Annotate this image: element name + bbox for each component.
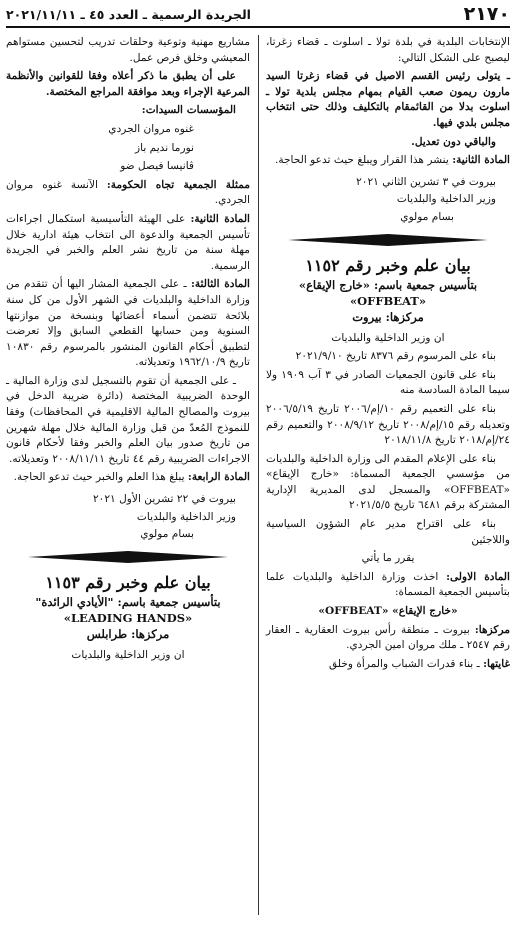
article-text: ينشر هذا القرار ويبلغ حيث تدعو الحاجة. [274, 154, 453, 167]
article-two [6, 212, 250, 274]
founder-name: غنوه مروان الجردي [108, 122, 194, 135]
founder-name: ڤانيسا فيصل ضو [120, 160, 194, 173]
article-text: ـ على الجمعية المشار اليها أن تتقدم من وزارة الداخلية والبلديات في الشهر الأول من كل سنة بلائحة تتضمن أسماء أعضائها وبنسخة من موازنتها السنوية ومن حسابها القطعي السابق وإلا تعرضت لتطبيق أحكام القانون المنشور بالمرسوم رقم ١٠٨٣٠ تاريخ ١٩٦٢/١٠/٩ وتعديلاته. [6, 278, 250, 369]
goals [266, 657, 510, 673]
decision-heading: يقرر ما يأتي [361, 552, 415, 565]
divider-ornament [6, 549, 250, 565]
article-one [266, 570, 510, 601]
paragraph: مشاريع مهنية وتوعية وحلقات تدريب لتحسين مستواهم المعيشي وخلق فرص عمل. [6, 36, 250, 64]
representative-label: ممثلة الجمعية تجاه الحكومة: [106, 178, 250, 191]
article-label: المادة الثانية: [452, 154, 510, 167]
representative-text: الآنسة غنوه مروان الجردي. [6, 178, 250, 207]
signature-minister: وزير الداخلية والبلديات [396, 193, 496, 206]
paragraph: بناء على الإعلام المقدم الى وزارة الداخلية والبلديات من مؤسسي الجمعية المسماة: «خارج الإيقاع» «OFFBEAT» والمسجل لدى المديرية الإدارية المشتركة برقم ٦٤٨١ تاريخ ٢٠٢١/٥/٥ [266, 452, 510, 512]
paragraph: بناء على اقتراح مدير عام الشؤون السياسية واللاجئين [266, 518, 510, 546]
paragraph-bold: والباقي دون تعديل. [411, 135, 496, 148]
headquarters-label: مركزها: [474, 623, 510, 636]
notice-title: بيان علم وخبر رقم ١١٥٣ [45, 572, 211, 592]
paragraph: الإنتخابات البلدية في بلدة تولا ـ اسلوت ـ قضاء زغرتا، ليصبح على الشكل التالي: [266, 36, 510, 64]
notice-title: بيان علم وخبر رقم ١١٥٢ [305, 255, 471, 275]
right-column [266, 35, 510, 675]
page-number: ٢١٧٠ [463, 3, 510, 25]
notice-subtitle-latin: «LEADING HANDS» [63, 610, 193, 625]
government-representative [6, 178, 250, 209]
paragraph: ـ على الجمعية أن تقوم بالتسجيل لدى وزارة المالية ـ الوحدة الضريبية المختصة (دائرة ضريبة الدخل في بيروت والمصالح المالية الاقليمية في المحافظات) وفقا للنموذج المُعدّ من قبل وزارة المالية خلال مهلة شهرين من تاريخ صدور بيان العلم والخبر وفقا لأحكام قانون الاجراءات الضريبية رقم ٤٤ تاريخ ٢٠٠٨/١١/١١ وتعديلاته. [6, 374, 250, 465]
paragraph: ان وزير الداخلية والبلديات [331, 331, 445, 344]
left-column [6, 35, 250, 666]
founder-name: نورما نديم باز [135, 141, 194, 154]
paragraph: بناء على قانون الجمعيات الصادر في ٣ آب ١٩٠٩ ولا سيما المادة السادسة منه [266, 368, 510, 397]
notice-headquarters: مركزها: بيروت [352, 309, 424, 324]
article-label: المادة الاولى: [446, 570, 510, 583]
goals-label: غايتها: [483, 657, 510, 670]
notice-headquarters: مركزها: طرابلس [86, 626, 170, 641]
column-divider [258, 35, 259, 915]
article-text: اخذت وزارة الداخلية والبلديات علما بتأسيس الجمعية المسماة: [266, 570, 510, 599]
signature-name: بسام مولوي [140, 528, 194, 541]
article-label: المادة الرابعة: [187, 471, 250, 484]
article-three [6, 277, 250, 371]
paragraph-bold: على أن يطبق ما ذكر أعلاه وفقا للقوانين والأنظمة المرعية الإجراء وبعد موافقة المراجع المختصة. [6, 70, 250, 98]
notice-subtitle: بتأسيس جمعية باسم: «خارج الإيقاع» [298, 277, 478, 292]
headquarters [266, 623, 510, 654]
article-label: المادة الثانية: [190, 212, 250, 225]
paragraph: بناء على المرسوم رقم ٨٣٧٦ تاريخ ٢٠٢١/٩/١٠ [295, 350, 496, 363]
article-four [6, 470, 250, 486]
signature-name: بسام مولوي [400, 210, 454, 223]
article-two [266, 153, 510, 169]
paragraph-bold: ـ يتولى رئيس القسم الاصيل في قضاء زغرتا السيد مارون ريمون صعب القيام بمهام مجلس بلدية تولا ـ اسلوت بدلا من القائمقام بالتكليف وذلك حتى انتخاب مجلس بلدي فيها. [266, 70, 510, 129]
notice-subtitle: بتأسيس جمعية باسم: "الأيادي الرائدة" [35, 594, 221, 609]
page-header [6, 2, 510, 28]
article-text: يبلغ هذا العلم والخبر حيث تدعو الحاجة. [13, 471, 188, 484]
signature-date: بيروت في ٢٢ تشرين الأول ٢٠٢١ [92, 493, 236, 506]
gazette-issue-line: الجريدة الرسمية ـ العدد ٤٥ ـ ٢٠٢١/١١/١١ [6, 6, 251, 22]
signature-minister: وزير الداخلية والبلديات [136, 510, 236, 523]
article-label: المادة الثالثة: [190, 278, 250, 291]
headquarters-text: بيروت ـ منطقة رأس بيروت العقارية ـ العقار رقم ٢٥٤٧ ـ ملك مروان امين الجردي. [266, 623, 510, 652]
notice-subtitle-latin: «OFFBEAT» [349, 293, 427, 308]
paragraph: بناء على التعميم رقم ١٠/إم/٢٠٠٦ تاريخ ٢٠٠٦/٥/١٩ وتعديله رقم ١٥/إم/٢٠٠٨ تاريخ ٢٠٠٨/٩/١٢ والتعميم رقم ٢٤/إم/٢٠١٨ تاريخ ٢٠١٨/١١/٨ [266, 402, 510, 447]
founders-label: المؤسسات السيدات: [141, 104, 236, 117]
signature-date: بيروت في ٣ تشرين الثاني ٢٠٢١ [356, 175, 496, 188]
article-text: على الهيئة التأسيسية استكمال اجراءات تأسيس الجمعية والدعوة الى انتخاب هيئة ادارية خلال مهلة سنة من تاريخ نشر العلم والخبر في الجريدة الرسمية. [6, 212, 250, 272]
association-name: «خارج الإيقاع» «OFFBEAT» [318, 605, 458, 618]
divider-ornament [266, 232, 510, 248]
goals-text: ـ بناء قدرات الشباب والمرأة وخلق [328, 657, 484, 670]
paragraph: ان وزير الداخلية والبلديات [71, 648, 185, 661]
